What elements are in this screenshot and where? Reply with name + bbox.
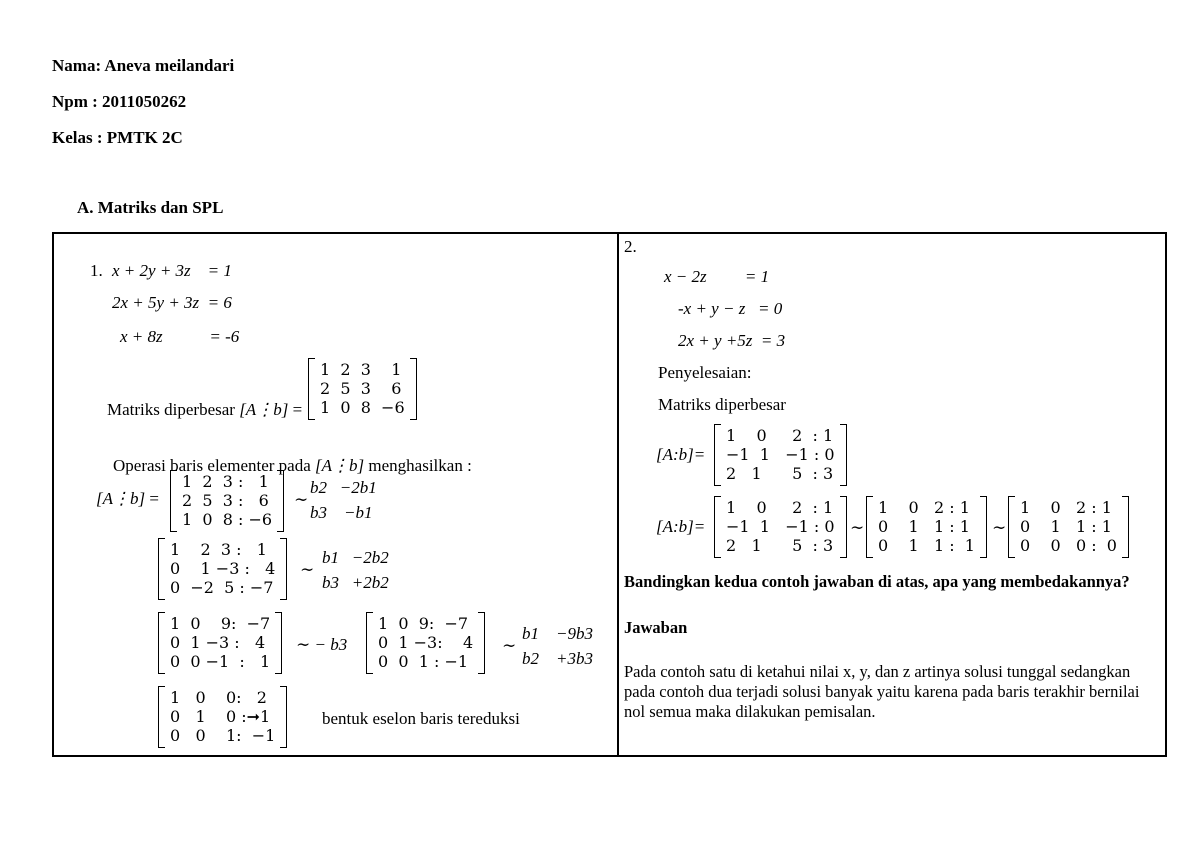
matrix-row: 2 5 3 : 6 <box>182 491 269 511</box>
chain-matrix-2 <box>866 496 987 558</box>
matrix-row: 1 2 3 1 <box>320 360 402 379</box>
student-name: Nama: Aneva meilandari <box>52 56 235 75</box>
matrix-row: 1 0 8 −6 <box>320 398 405 418</box>
section-title: A. Matriks dan SPL <box>77 198 224 217</box>
row-operation: b1 −2b2 <box>322 548 389 568</box>
ab-notation-step1 <box>96 490 159 507</box>
matrix-row: 1 0 2 : 1 <box>726 498 834 517</box>
matrix-row: 1 2 3 : 1 <box>182 472 269 491</box>
matrix-row: 0 0 1 : −1 <box>378 652 469 672</box>
equation-1: x − 2z = 1 <box>664 267 770 286</box>
equation-3: x + 8z = -6 <box>120 327 240 346</box>
penyelesaian-label: Penyelesaian: <box>658 363 752 382</box>
student-npm: Npm : 2011050262 <box>52 92 187 111</box>
ab-notation: [A⋮b] <box>239 400 289 419</box>
comparison-question: Bandingkan kedua contoh jawaban di atas, apa yang membedakannya? <box>624 572 1130 591</box>
equation-1: x + 2y + 3z = 1 <box>112 261 232 280</box>
step1-operations <box>310 476 377 526</box>
tilde-symbol: ∼ <box>502 636 517 655</box>
equation-2: -x + y − z = 0 <box>678 299 783 318</box>
matrix-row: 0 −2 5 : −7 <box>170 578 274 598</box>
matrix-row: 1 0 0: 2 <box>170 688 267 707</box>
matrix-row: 1 0 9: −7 <box>378 614 469 633</box>
row-operation: b2 −2b1 <box>310 478 377 498</box>
row-operation: b1 −9b3 <box>522 624 593 644</box>
ab-notation: [A⋮b] <box>315 456 365 475</box>
step3-mid-operation: ∼ − b3 <box>296 635 348 654</box>
matrix-row: 0 1 1 : 1 <box>878 517 970 537</box>
jawaban-label: Jawaban <box>624 618 688 637</box>
matrix-row: 0 1 0 :➞1 <box>170 707 271 727</box>
matrix-row: 0 1 −3 : 4 <box>170 559 276 579</box>
tilde-symbol: ∼ <box>294 490 309 509</box>
matrix-row: 1 0 2 : 1 <box>878 498 970 517</box>
final-matrix <box>158 686 287 748</box>
augmented-label-text: Matriks diperbesar <box>107 400 240 419</box>
matrix-row: 2 5 3 6 <box>320 379 402 399</box>
problem-2-number: 2. <box>624 237 637 256</box>
matrix-row: 0 1 1 : 1 <box>878 536 975 556</box>
ab-notation: [A:b]= <box>656 517 706 536</box>
step3-operations <box>522 622 593 672</box>
column-divider <box>617 234 619 755</box>
matrix-row: 0 1 −3: 4 <box>378 633 474 653</box>
step2-operations <box>322 546 389 596</box>
row-operation: b2 +3b3 <box>522 649 593 669</box>
row-operation: b3 −b1 <box>310 503 373 523</box>
chain-matrix-3 <box>1008 496 1129 558</box>
problem-1-number: 1. <box>90 261 103 280</box>
ab-notation: [A:b]= <box>656 445 706 464</box>
matrix-row: 0 0 0 : 0 <box>1020 536 1117 556</box>
step1-matrix <box>170 470 284 532</box>
operation-text: Operasi baris elementer pada <box>113 456 316 475</box>
equation-3: 2x + y +5z = 3 <box>678 331 786 350</box>
matrix-row: 2 1 5 : 3 <box>726 464 834 484</box>
student-class: Kelas : PMTK 2C <box>52 128 183 147</box>
step3b-matrix <box>366 612 485 674</box>
answer-text: Pada contoh satu di ketahui nilai x, y, dan z artinya solusi tunggal sedangkan pada contoh dua terjadi solusi banyak yaitu karena pada baris terakhir bernilai nol semua maka dilakukan pemisalan. <box>624 662 1140 722</box>
step3a-matrix <box>158 612 282 674</box>
chain-matrix-1 <box>714 496 847 558</box>
matrix-row: 0 1 −3 : 4 <box>170 633 266 653</box>
matrix-row: −1 1 −1 : 0 <box>726 445 835 465</box>
matriks-diperbesar-label: Matriks diperbesar <box>658 395 786 414</box>
matrix-row: 0 0 1: −1 <box>170 726 276 746</box>
equation-2: 2x + 5y + 3z = 6 <box>112 293 232 312</box>
final-caption: bentuk eselon baris tereduksi <box>322 709 520 728</box>
matrix-row: 2 1 5 : 3 <box>726 536 834 556</box>
operation-suffix: menghasilkan : <box>364 456 472 475</box>
content-table <box>52 232 1167 757</box>
tilde-symbol: ∼ <box>850 518 865 537</box>
step2-matrix <box>158 538 287 600</box>
augmented-matrix-2 <box>714 424 847 486</box>
matrix-row: 0 0 −1 : 1 <box>170 652 271 672</box>
matrix-row: −1 1 −1 : 0 <box>726 517 835 537</box>
tilde-symbol: ∼ <box>992 518 1007 537</box>
row-operation: b3 +2b2 <box>322 573 389 593</box>
matrix-row: 1 0 8 : −6 <box>182 510 273 530</box>
matrix-row: 1 0 2 : 1 <box>1020 498 1112 517</box>
augmented-matrix <box>308 358 417 420</box>
augmented-label <box>90 384 302 435</box>
equals-sign: = <box>288 400 303 419</box>
matrix-row: 1 2 3 : 1 <box>170 540 267 559</box>
ab-notation: [A⋮b] <box>96 489 146 508</box>
matrix-row: 0 1 1 : 1 <box>1020 517 1112 537</box>
equals-sign: = <box>145 489 159 508</box>
matrix-row: 1 0 2 : 1 <box>726 426 834 445</box>
matrix-row: 1 0 9: −7 <box>170 614 271 633</box>
tilde-symbol: ∼ <box>300 560 315 579</box>
